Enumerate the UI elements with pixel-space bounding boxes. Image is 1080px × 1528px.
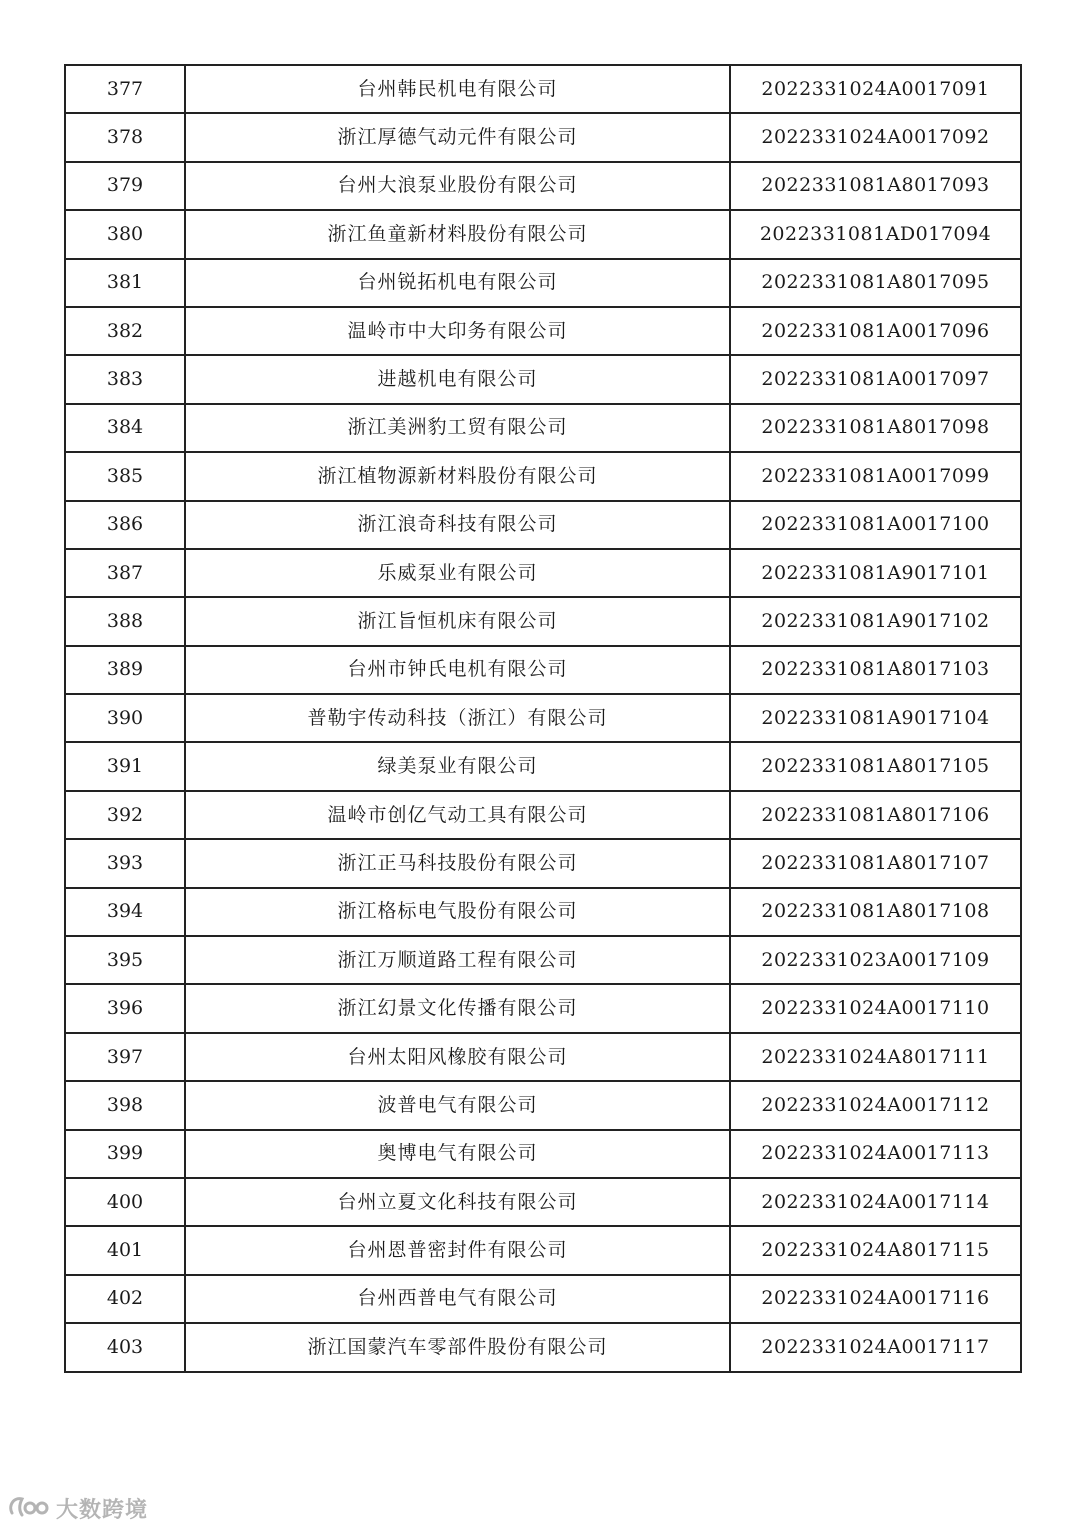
table-row (65, 742, 1021, 790)
company-name-cell: 浙江万顺道路工程有限公司 (185, 936, 730, 984)
table-row (65, 646, 1021, 694)
company-name-cell: 奥博电气有限公司 (185, 1130, 730, 1178)
table-row (65, 936, 1021, 984)
table-row (65, 1323, 1021, 1371)
row-number-cell: 402 (65, 1275, 185, 1323)
registration-code-cell: 2022331024A0017117 (730, 1323, 1021, 1371)
registration-code-cell: 2022331024A0017092 (730, 113, 1021, 161)
company-name-cell: 浙江格标电气股份有限公司 (185, 888, 730, 936)
company-name-cell: 浙江幻景文化传播有限公司 (185, 984, 730, 1032)
table-row (65, 355, 1021, 403)
registration-code-cell: 2022331081A9017104 (730, 694, 1021, 742)
table-row (65, 1130, 1021, 1178)
company-name-cell: 波普电气有限公司 (185, 1081, 730, 1129)
registration-code-cell: 2022331024A8017111 (730, 1033, 1021, 1081)
row-number-cell: 395 (65, 936, 185, 984)
row-number-cell: 391 (65, 742, 185, 790)
table-row (65, 404, 1021, 452)
table-row (65, 307, 1021, 355)
registration-code-cell: 2022331081A0017099 (730, 452, 1021, 500)
company-name-cell: 浙江旨恒机床有限公司 (185, 597, 730, 645)
registration-code-cell: 2022331024A0017113 (730, 1130, 1021, 1178)
row-number-cell: 390 (65, 694, 185, 742)
row-number-cell: 385 (65, 452, 185, 500)
table-row (65, 549, 1021, 597)
row-number-cell: 382 (65, 307, 185, 355)
company-name-cell: 浙江浪奇科技有限公司 (185, 501, 730, 549)
company-name-cell: 温岭市中大印务有限公司 (185, 307, 730, 355)
registration-code-cell: 2022331081A8017106 (730, 791, 1021, 839)
table-row (65, 597, 1021, 645)
row-number-cell: 400 (65, 1178, 185, 1226)
watermark (6, 1490, 148, 1526)
company-name-cell: 台州太阳风橡胶有限公司 (185, 1033, 730, 1081)
company-name-cell: 普勒宇传动科技（浙江）有限公司 (185, 694, 730, 742)
row-number-cell: 392 (65, 791, 185, 839)
table-row (65, 162, 1021, 210)
table-row (65, 1226, 1021, 1274)
registration-code-cell: 2022331081A8017108 (730, 888, 1021, 936)
table-row (65, 694, 1021, 742)
row-number-cell: 397 (65, 1033, 185, 1081)
row-number-cell: 399 (65, 1130, 185, 1178)
table-row (65, 113, 1021, 161)
registration-code-cell: 2022331081A8017093 (730, 162, 1021, 210)
company-name-cell: 乐威泵业有限公司 (185, 549, 730, 597)
registration-code-cell: 2022331081A8017103 (730, 646, 1021, 694)
company-name-cell: 台州锐拓机电有限公司 (185, 259, 730, 307)
registration-code-cell: 2022331081A8017105 (730, 742, 1021, 790)
table-row (65, 984, 1021, 1032)
table-row (65, 259, 1021, 307)
company-name-cell: 浙江鱼童新材料股份有限公司 (185, 210, 730, 258)
row-number-cell: 398 (65, 1081, 185, 1129)
registration-code-cell: 2022331024A8017115 (730, 1226, 1021, 1274)
table-row (65, 1275, 1021, 1323)
registration-code-cell: 2022331024A0017091 (730, 65, 1021, 113)
row-number-cell: 396 (65, 984, 185, 1032)
table-row (65, 1033, 1021, 1081)
table-row (65, 210, 1021, 258)
company-name-cell: 进越机电有限公司 (185, 355, 730, 403)
company-name-cell: 浙江美洲豹工贸有限公司 (185, 404, 730, 452)
row-number-cell: 389 (65, 646, 185, 694)
registration-code-cell: 2022331081A9017101 (730, 549, 1021, 597)
row-number-cell: 384 (65, 404, 185, 452)
registration-code-cell: 2022331024A0017114 (730, 1178, 1021, 1226)
company-name-cell: 台州市钟氏电机有限公司 (185, 646, 730, 694)
company-name-cell: 台州韩民机电有限公司 (185, 65, 730, 113)
company-name-cell: 浙江厚德气动元件有限公司 (185, 113, 730, 161)
company-registry-table (64, 64, 1022, 1373)
table-row (65, 1178, 1021, 1226)
company-name-cell: 浙江国蒙汽车零部件股份有限公司 (185, 1323, 730, 1371)
row-number-cell: 401 (65, 1226, 185, 1274)
registration-code-cell: 2022331081A9017102 (730, 597, 1021, 645)
row-number-cell: 403 (65, 1323, 185, 1371)
table-body (65, 65, 1021, 1372)
table-row (65, 888, 1021, 936)
company-name-cell: 台州西普电气有限公司 (185, 1275, 730, 1323)
registration-code-cell: 2022331081A8017095 (730, 259, 1021, 307)
registration-code-cell: 2022331081A8017098 (730, 404, 1021, 452)
company-name-cell: 台州大浪泵业股份有限公司 (185, 162, 730, 210)
brand-logo-icon (6, 1493, 50, 1523)
registration-code-cell: 2022331081A0017097 (730, 355, 1021, 403)
company-name-cell: 浙江正马科技股份有限公司 (185, 839, 730, 887)
row-number-cell: 394 (65, 888, 185, 936)
registration-code-cell: 2022331023A0017109 (730, 936, 1021, 984)
row-number-cell: 388 (65, 597, 185, 645)
table-row (65, 65, 1021, 113)
company-name-cell: 台州恩普密封件有限公司 (185, 1226, 730, 1274)
registration-code-cell: 2022331024A0017112 (730, 1081, 1021, 1129)
row-number-cell: 379 (65, 162, 185, 210)
row-number-cell: 386 (65, 501, 185, 549)
table-row (65, 452, 1021, 500)
row-number-cell: 381 (65, 259, 185, 307)
registration-code-cell: 2022331081A8017107 (730, 839, 1021, 887)
row-number-cell: 380 (65, 210, 185, 258)
table-row (65, 791, 1021, 839)
row-number-cell: 377 (65, 65, 185, 113)
row-number-cell: 383 (65, 355, 185, 403)
company-name-cell: 温岭市创亿气动工具有限公司 (185, 791, 730, 839)
registration-code-cell: 2022331024A0017110 (730, 984, 1021, 1032)
row-number-cell: 393 (65, 839, 185, 887)
table-row (65, 839, 1021, 887)
registration-code-cell: 2022331081A0017100 (730, 501, 1021, 549)
table-row (65, 501, 1021, 549)
company-name-cell: 绿美泵业有限公司 (185, 742, 730, 790)
company-name-cell: 台州立夏文化科技有限公司 (185, 1178, 730, 1226)
table-row (65, 1081, 1021, 1129)
watermark-text: 大数跨境 (56, 1497, 149, 1523)
row-number-cell: 378 (65, 113, 185, 161)
registration-code-cell: 2022331024A0017116 (730, 1275, 1021, 1323)
row-number-cell: 387 (65, 549, 185, 597)
registration-code-cell: 2022331081A0017096 (730, 307, 1021, 355)
company-name-cell: 浙江植物源新材料股份有限公司 (185, 452, 730, 500)
registration-code-cell: 2022331081AD017094 (730, 210, 1021, 258)
